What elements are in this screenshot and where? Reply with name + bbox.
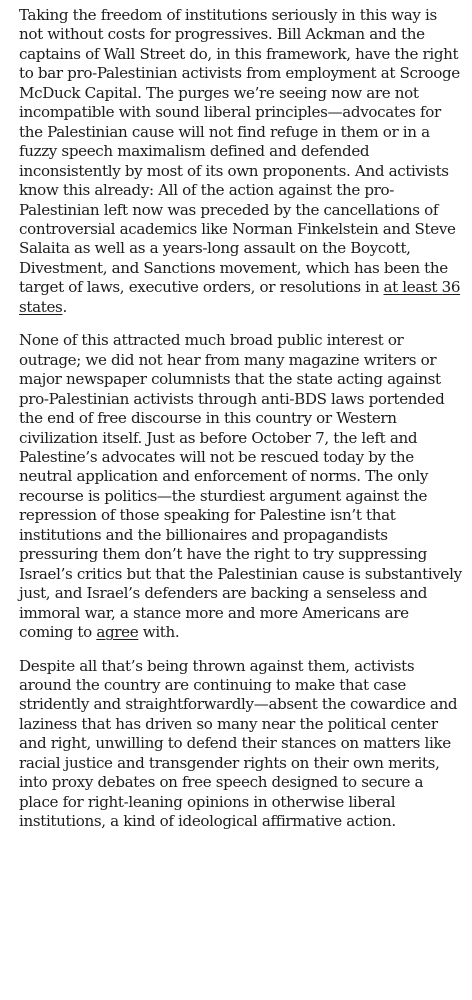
link-agree[interactable]: agree bbox=[96, 623, 139, 642]
paragraph-2-end: with. bbox=[138, 623, 180, 642]
paragraph-1-end: . bbox=[62, 297, 67, 316]
paragraph-3: Despite all that’s being thrown against them, activists around the country are continuing to make that case stridently and straightforwardly—absent the cowardice and laziness that has driven so many near the political center and right, unwilling to defend their stances on matters like racial justice and transgender rights on their own merits, into proxy debates on free speech designed to secure a place for right-leaning opinions in otherwise liberal institutions, a kind of ideological affirmative action. bbox=[19, 656, 458, 831]
paragraph-2 bbox=[19, 331, 464, 642]
paragraph-1-text: Taking the freedom of institutions seriously in this way is not without costs for progressives. Bill Ackman and the captains of Wall Street do, in this framework, have the right to bar pro-Palestinian activists from employment at Scrooge McDuck Capital. The purges we’re seeing now are not incompatible with sound liberal principles—advocates for the Palestinian cause will not find refuge in them or in a fuzzy speech maximalism defined and defended inconsistently by most of its own proponents. And activists know this already: All of the action against the pro-Palestinian left now was preceded by the cancellations of controversial academics like Norman Finkelstein and Steve Salaita as well as a years-long assault on the Boycott, Divestment, and Sanctions movement, which has been the target of laws, executive orders, or resolutions in bbox=[19, 6, 460, 297]
paragraph-2-text: None of this attracted much broad public interest or outrage; we did not hear from many magazine writers or major newspaper columnists that the state acting against pro-Palestinian activists through anti-BDS laws portended the end of free discourse in this country or Western civilization itself. Just as before October 7, the left and Palestine’s advocates will not be rescued today by the neutral application and enforcement of norms. The only recourse is politics—the sturdiest argument against the repression of those speaking for Palestine isn’t that institutions and the billionaires and propagandists pressuring them don’t have the right to try suppressing Israel’s critics but that the Palestinian cause is substantively just, and Israel’s defenders are backing a senseless and immoral war, a stance more and more Americans are coming to bbox=[19, 331, 462, 642]
paragraph-1 bbox=[19, 6, 464, 317]
link-at-least-36-states[interactable]: at least 36 states bbox=[19, 278, 461, 316]
